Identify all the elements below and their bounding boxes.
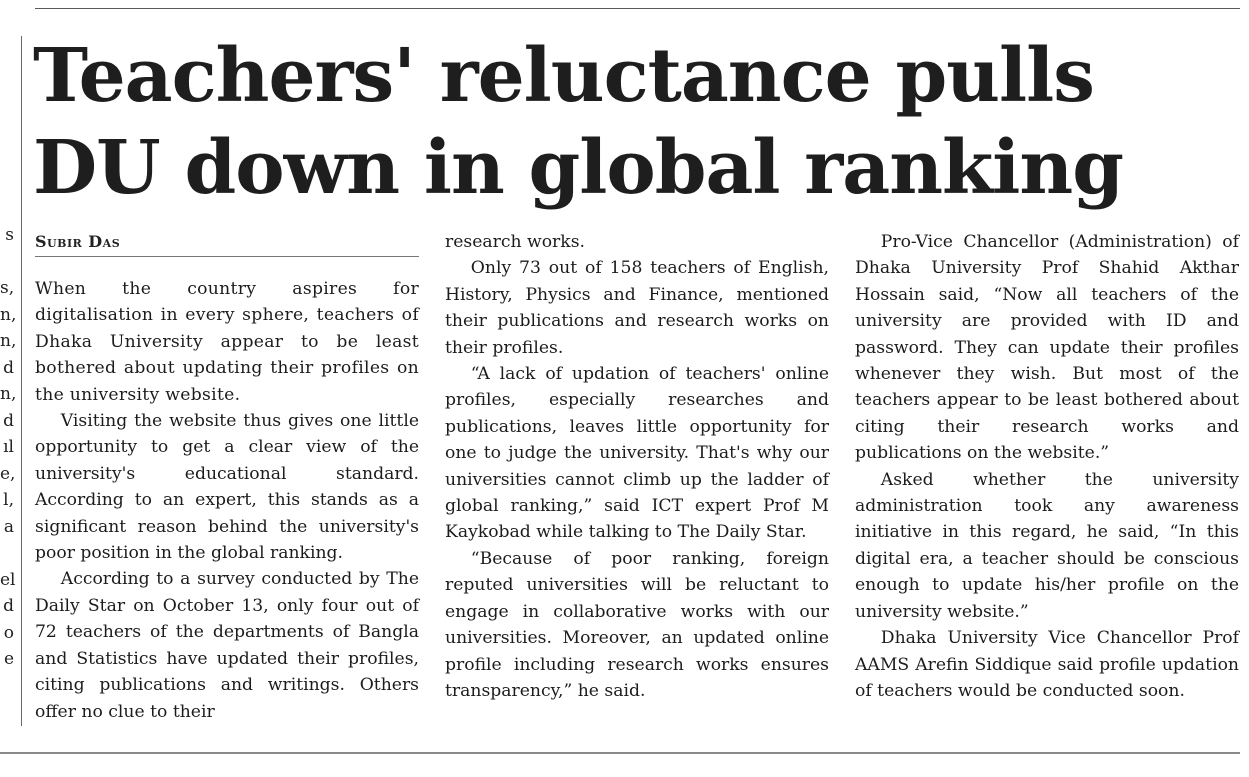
top-rule <box>35 8 1240 9</box>
article-column-1 <box>35 276 419 725</box>
paragraph: Pro-Vice Chancellor (Administration) of Dhaka University Prof Shahid Akthar Hossain said, “Now all teachers of the university are provided with ID and password. They can update their profiles whenever they wish. But most of the teachers appear to be least bothered about citing their research works and publications on the website.” <box>855 232 1239 464</box>
paragraph: When the country aspires for digitalisation in every sphere, teachers of Dhaka University appear to be least bothered about updating their profiles on the university website. <box>35 279 419 405</box>
paragraph: Asked whether the university administration took any awareness initiative in this regard, he said, “In this digital era, a teacher should be conscious enough to update his/her profile on the university website.” <box>855 469 1239 622</box>
paragraph: research works. <box>445 232 585 252</box>
byline: Subir Das <box>35 232 419 257</box>
adjacent-column-fragments: s s, n, n, d n, d ıl e, l, a el d o e <box>0 225 17 669</box>
bottom-rule <box>0 752 1240 754</box>
headline: Teachers' reluctance pulls DU down in global ranking <box>33 33 1123 211</box>
article-column-2 <box>445 229 829 704</box>
paragraph: According to a survey conducted by The Daily Star on October 13, only four out of 72 teachers of the departments of Bangla and Statistics have updated their profiles, citing publications and writings. Others offer no clue to their <box>35 569 419 722</box>
paragraph: “Because of poor ranking, foreign reputed universities will be reluctant to engage in collaborative works with our universities. Moreover, an updated online profile including research works ensures transparency,” he said. <box>445 548 829 701</box>
paragraph: Visiting the website thus gives one little opportunity to get a clear view of the university's educational standard. According to an expert, this stands as a significant reason behind the university's poor position in the global ranking. <box>35 411 419 564</box>
paragraph: “A lack of updation of teachers' online profiles, especially researches and publications, leaves little opportunity for one to judge the university. That's why our universities cannot climb up the ladder of global ranking,” said ICT expert Prof M Kaykobad while talking to The Daily Star. <box>445 364 829 543</box>
paragraph: Only 73 out of 158 teachers of English, History, Physics and Finance, mentioned their publications and research works on their profiles. <box>445 258 829 358</box>
column-divider <box>21 36 22 726</box>
article-column-3 <box>855 229 1239 704</box>
paragraph: Dhaka University Vice Chancellor Prof AAMS Arefin Siddique said profile updation of teachers would be conducted soon. <box>855 628 1239 701</box>
